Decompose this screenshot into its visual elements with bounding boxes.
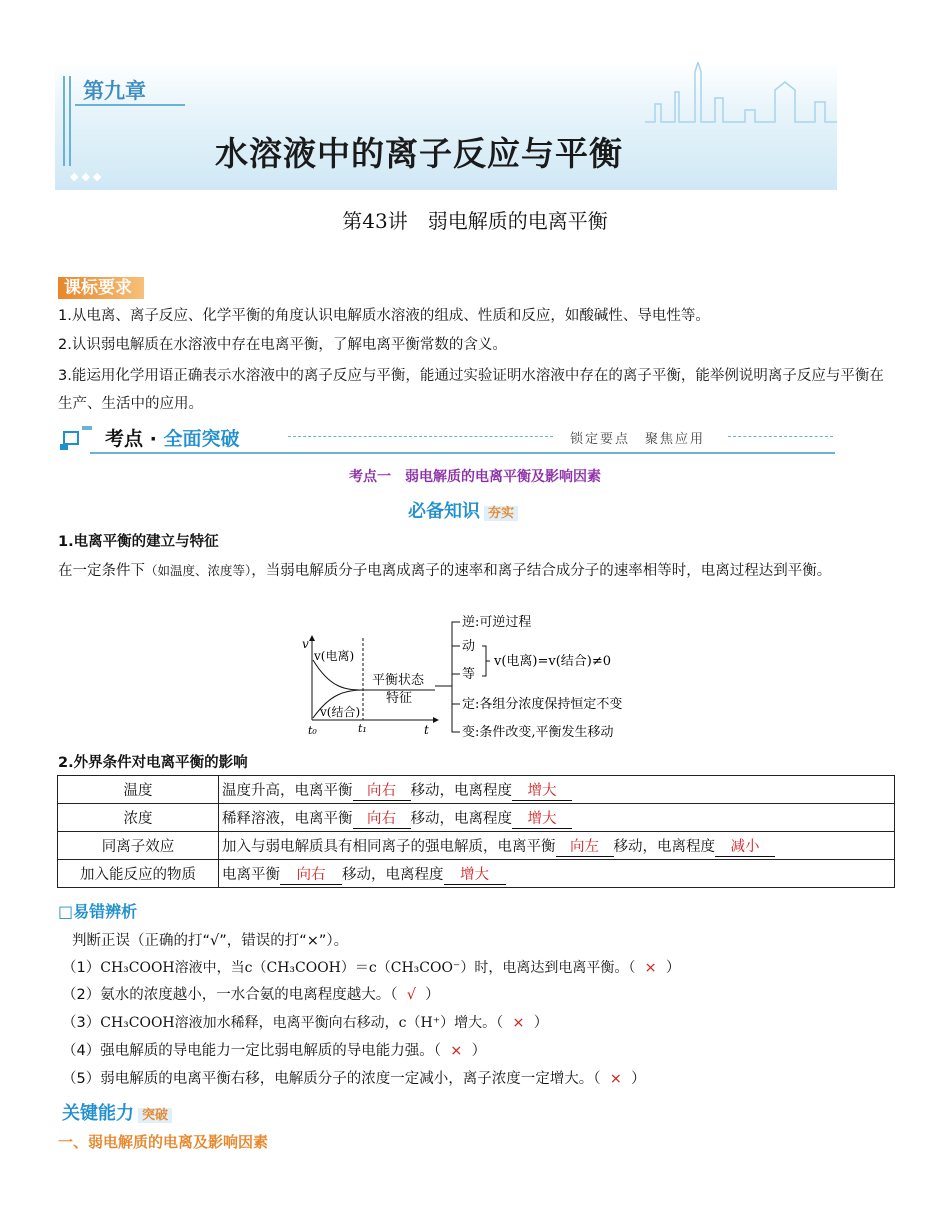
paragraph-text: 在一定条件下 bbox=[58, 563, 145, 579]
judge-item: （4）强电解质的导电能力一定比弱电解质的导电能力强。（ × ） bbox=[62, 1043, 487, 1059]
section-bar-underline bbox=[90, 452, 835, 454]
paragraph bbox=[58, 557, 893, 585]
knowledge-heading bbox=[408, 497, 518, 523]
section-bar-title bbox=[105, 424, 239, 451]
t-axis-label: t bbox=[424, 723, 429, 737]
feature-deng: 等 bbox=[462, 667, 476, 682]
answer-mark: × bbox=[644, 960, 657, 976]
answer-mark: √ bbox=[406, 987, 416, 1003]
curriculum-item: 3.能运用化学用语正确表示水溶液中的离子反应与平衡，能通过实验证明水溶液中存在的离子平衡，能举例说明离子反应与平衡在生产、生活中的应用。 bbox=[58, 368, 884, 412]
v-axis-label: v bbox=[302, 637, 309, 651]
section-bar-dash bbox=[288, 436, 553, 437]
feature-dong: 动 bbox=[462, 639, 476, 654]
error-analysis-heading: □易错辨析 bbox=[58, 902, 138, 921]
factors-table bbox=[57, 775, 895, 888]
answer-degree: 增大 bbox=[512, 779, 572, 801]
table-row bbox=[58, 776, 895, 804]
factor-cell: 同离子效应 bbox=[58, 832, 219, 860]
subheading: 1.电离平衡的建立与特征 bbox=[58, 534, 219, 550]
curriculum-heading bbox=[58, 273, 144, 298]
key-ability-tag: 突破 bbox=[138, 1108, 172, 1123]
judge-item: （1）CH₃COOH溶液中，当c（CH₃COOH）＝c（CH₃COO⁻）时，电离达到电离平衡。（ × ） bbox=[62, 960, 681, 976]
answer-mark: × bbox=[450, 1043, 463, 1059]
feature-rate-equal: v(电离)=v(结合)≠0 bbox=[494, 654, 612, 669]
feature-ding: 定:各组分浓度保持恒定不变 bbox=[462, 697, 623, 712]
v-ionize-label: v(电离) bbox=[314, 649, 355, 663]
answer-direction: 向右 bbox=[353, 779, 411, 801]
judge-item: （5）弱电解质的电离平衡右移，电解质分子的浓度一定减小，离子浓度一定增大。（ × ） bbox=[62, 1071, 646, 1087]
feature-ni: 逆:可逆过程 bbox=[462, 615, 532, 630]
chapter-underline bbox=[75, 104, 185, 106]
table-row bbox=[58, 860, 895, 888]
key-ability-label: 关键能力 bbox=[62, 1103, 134, 1124]
ionization-equilibrium-diagram bbox=[300, 608, 660, 743]
answer-direction: 向右 bbox=[280, 863, 342, 885]
factor-cell: 加入能反应的物质 bbox=[58, 860, 219, 888]
table-row bbox=[58, 832, 895, 860]
knowledge-label: 必备知识 bbox=[408, 501, 480, 522]
feature-bian: 变:条件改变,平衡发生移动 bbox=[462, 725, 614, 740]
section-heading: 一、弱电解质的电离及影响因素 bbox=[58, 1133, 269, 1151]
table-row bbox=[58, 804, 895, 832]
judge-item: （3）CH₃COOH溶液加水稀释，电离平衡向右移动，c（H⁺）增大。（ × ） bbox=[62, 1015, 549, 1031]
curriculum-label: 课标要求 bbox=[58, 277, 144, 299]
effect-cell: 稀释溶液，电离平衡 向右 移动，电离程度 增大 bbox=[219, 804, 895, 832]
v-combine-label: v(结合) bbox=[320, 705, 361, 719]
diamond-ornament-icon: ◆◆◆ bbox=[70, 170, 105, 183]
subheading: 2.外界条件对电离平衡的影响 bbox=[58, 755, 248, 771]
answer-mark: × bbox=[609, 1071, 622, 1087]
answer-direction: 向右 bbox=[353, 807, 411, 829]
feature-label: 特征 bbox=[386, 691, 413, 706]
paragraph-note: （如温度、浓度等） bbox=[145, 563, 252, 578]
answer-direction: 向左 bbox=[556, 835, 614, 857]
section-bar-title-b: 全面突破 bbox=[163, 428, 240, 450]
chapter-label: 第九章 bbox=[83, 79, 146, 103]
paragraph-text: ，当弱电解质分子电离成离子的速率和离子结合成分子的速率相等时，电离过程达到平衡。 bbox=[251, 563, 832, 579]
effect-cell: 电离平衡 向右 移动，电离程度 增大 bbox=[219, 860, 895, 888]
state-label: 平衡状态 bbox=[372, 673, 425, 688]
feature-brace bbox=[452, 622, 460, 732]
judge-instructions: 判断正误（正确的打“√”，错误的打“×”）。 bbox=[72, 933, 349, 949]
judge-item: （2）氨水的浓度越小，一水合氨的电离程度越大。（ √ ） bbox=[62, 987, 440, 1003]
lecture-title: 第43讲 弱电解质的电离平衡 bbox=[342, 209, 608, 233]
factor-cell: 浓度 bbox=[58, 804, 219, 832]
dong-deng-brace bbox=[482, 646, 490, 676]
topic-title: 考点一 弱电解质的电离平衡及影响因素 bbox=[349, 469, 601, 485]
factor-cell: 温度 bbox=[58, 776, 219, 804]
key-ability-heading bbox=[62, 1099, 172, 1125]
answer-degree: 减小 bbox=[715, 835, 775, 857]
curriculum-item: 1.从电离、离子反应、化学平衡的角度认识电解质水溶液的组成、性质和反应，如酸碱性、导电性等。 bbox=[58, 308, 710, 324]
t1-label: t₁ bbox=[358, 722, 367, 735]
effect-cell: 温度升高，电离平衡 向右 移动，电离程度 增大 bbox=[219, 776, 895, 804]
answer-mark: × bbox=[512, 1015, 525, 1031]
answer-degree: 增大 bbox=[512, 807, 572, 829]
curriculum-item: 2.认识弱电解质在水溶液中存在电离平衡，了解电离平衡常数的含义。 bbox=[58, 337, 507, 353]
answer-degree: 增大 bbox=[444, 863, 506, 885]
section-bar-title-a: 考点 · bbox=[105, 428, 164, 450]
knowledge-tag: 夯实 bbox=[484, 506, 518, 521]
section-bar-dash bbox=[728, 436, 833, 437]
chapter-title: 水溶液中的离子反应与平衡 bbox=[215, 134, 623, 173]
effect-cell: 加入与弱电解质具有相同离子的强电解质，电离平衡 向左 移动，电离程度 减小 bbox=[219, 832, 895, 860]
t0-label: t₀ bbox=[308, 724, 317, 737]
section-bar-tagline: 锁定要点 聚焦应用 bbox=[570, 432, 706, 447]
